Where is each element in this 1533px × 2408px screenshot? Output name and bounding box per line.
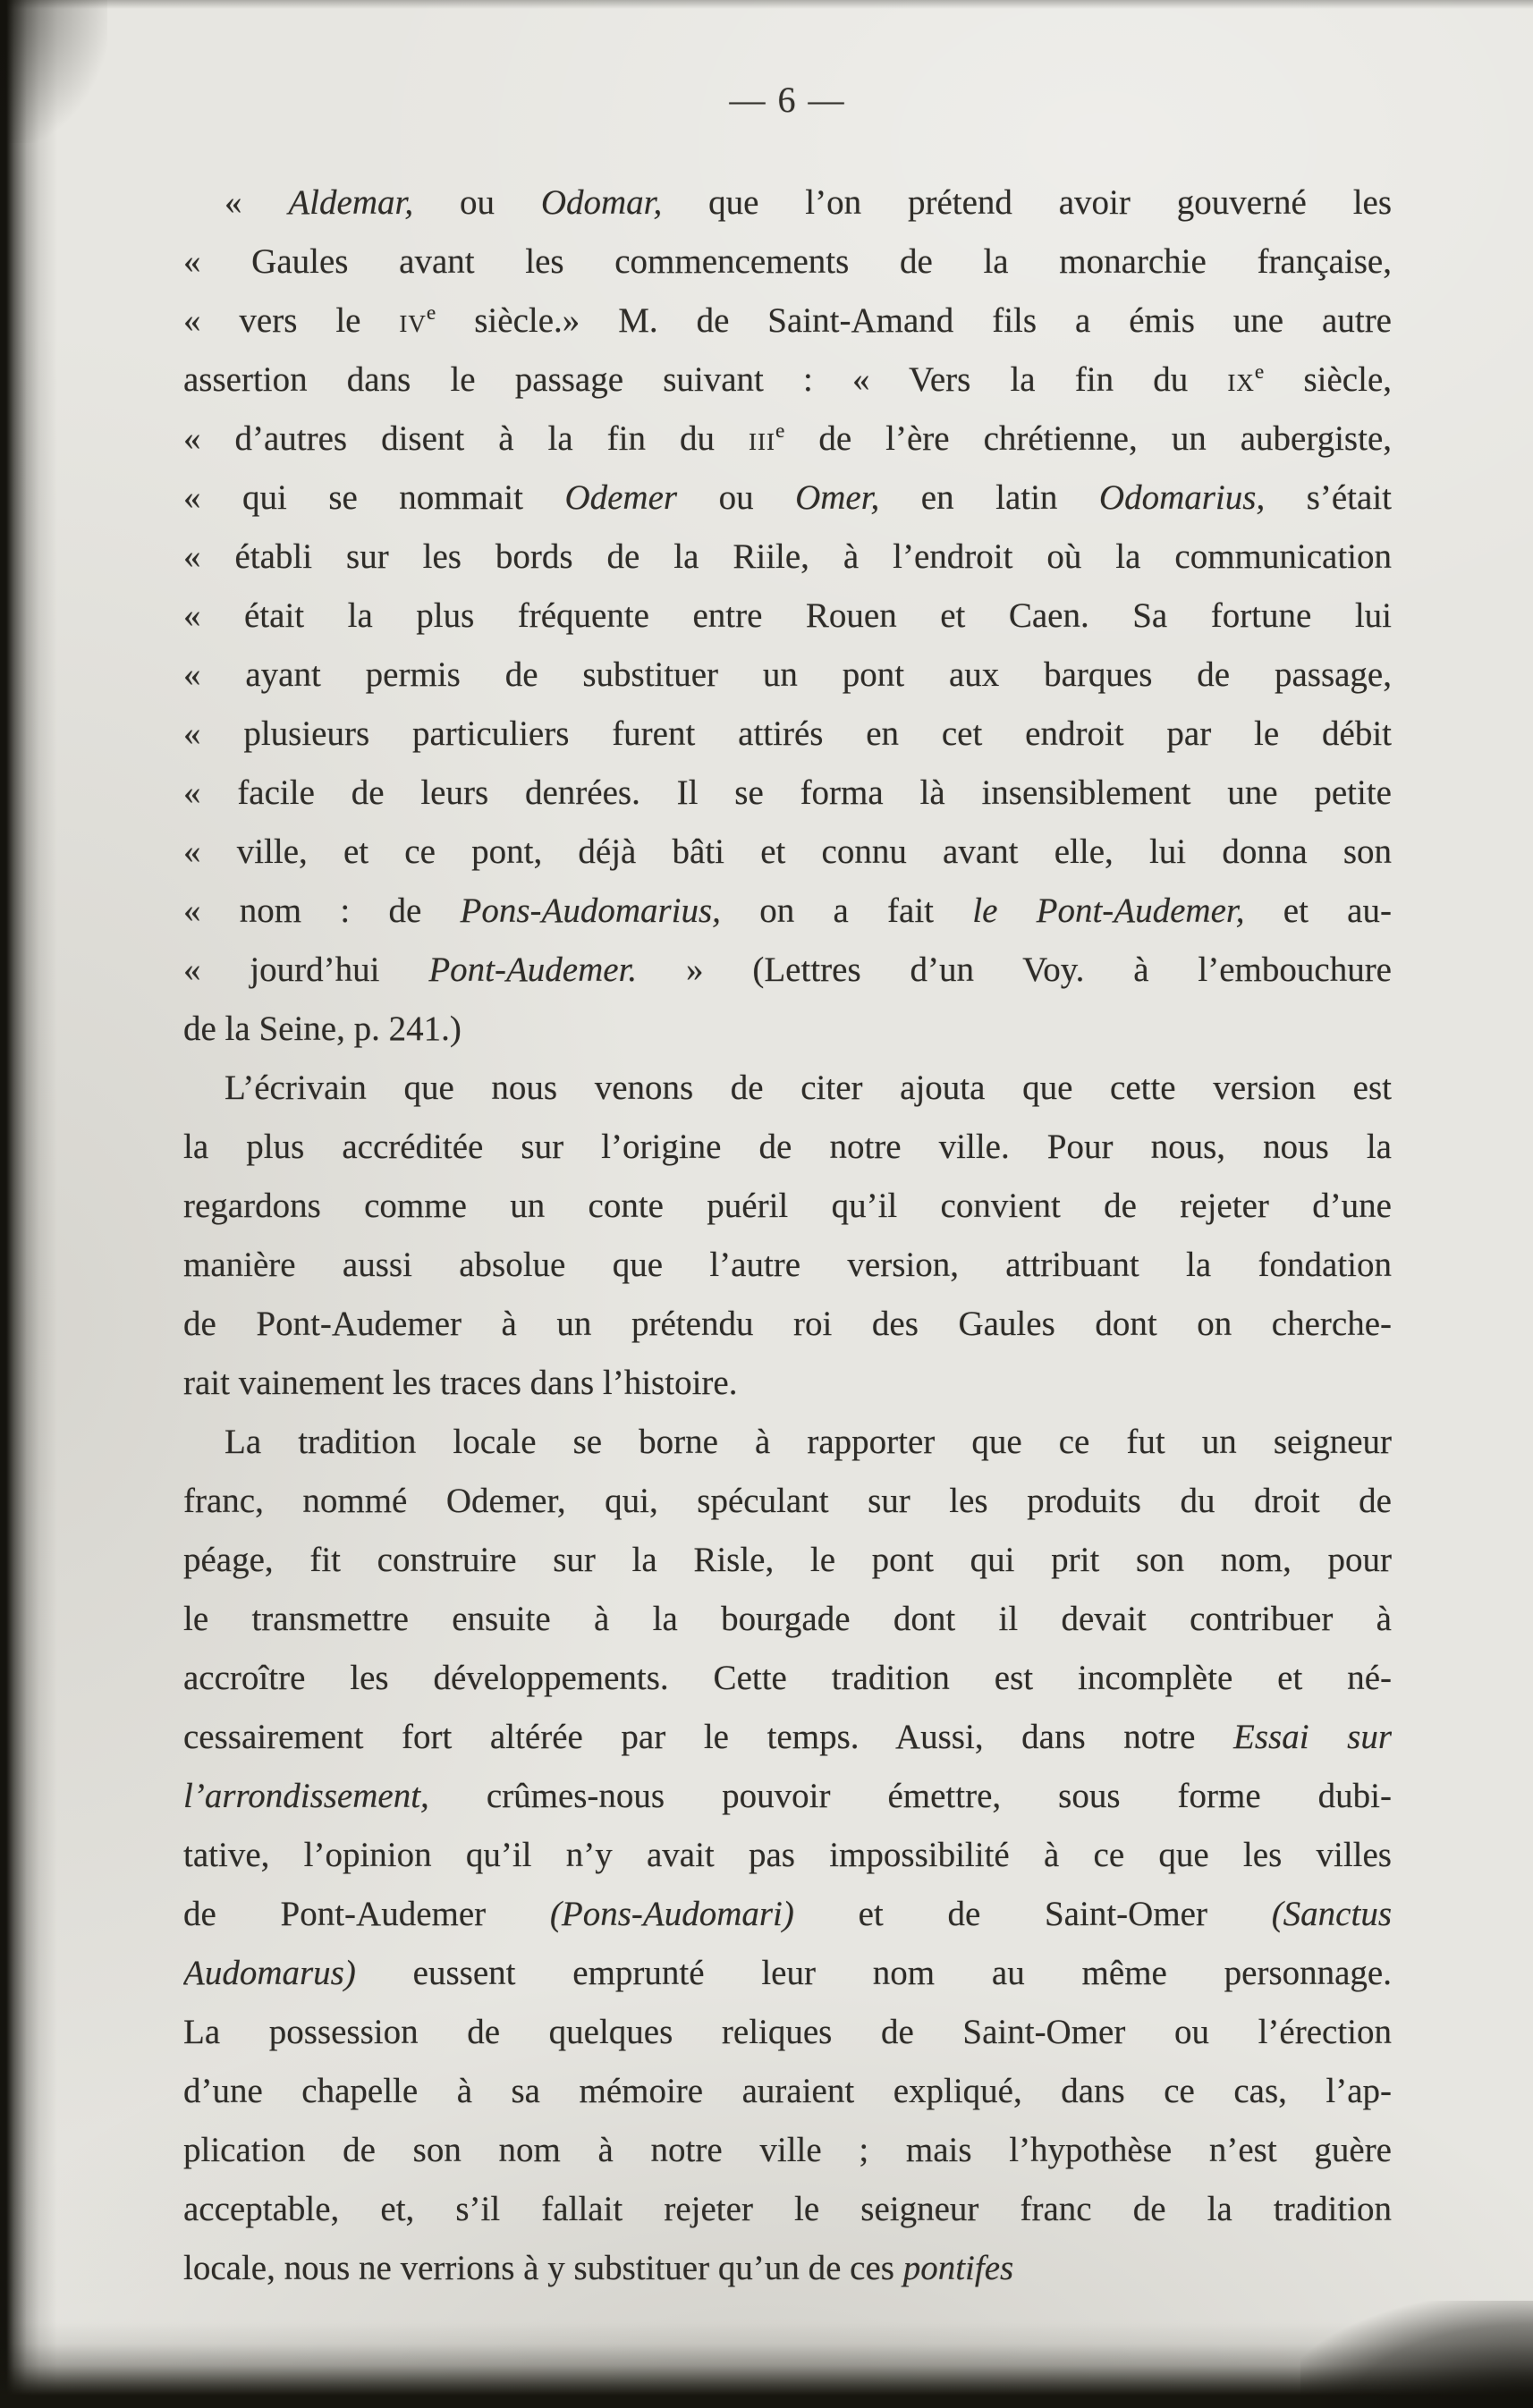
body-text (183, 173, 1392, 2298)
text-segment: e (775, 419, 785, 443)
scan-edge-top (0, 0, 1533, 9)
text-line (183, 410, 1392, 469)
text-line (183, 1354, 1392, 1413)
text-line (183, 291, 1392, 351)
italic-text: Pons-Audomarius, (460, 891, 721, 930)
text-line (183, 1767, 1392, 1826)
text-line (183, 2239, 1392, 2298)
text-line (183, 469, 1392, 528)
text-line (183, 646, 1392, 705)
text-segment: le transmettre ensuite à la bourgade dont il devait contribuer à (183, 1600, 1392, 1638)
text-line (183, 587, 1392, 646)
text-segment: « jourd’hui (183, 951, 429, 989)
text-segment: iv (399, 301, 427, 340)
text-segment: péage, fit construire sur la Risle, le pont qui prit son nom, pour (183, 1541, 1392, 1579)
text-line (183, 232, 1392, 291)
text-line (183, 1472, 1392, 1531)
text-segment: la plus accréditée sur l’origine de notre ville. Pour nous, nous la (183, 1128, 1392, 1166)
text-segment: assertion dans le passage suivant : « Vers la fin du (183, 360, 1228, 399)
text-line (183, 2003, 1392, 2062)
text-segment: locale, nous ne verrions à y substituer qu’un de ces (183, 2249, 903, 2287)
text-segment: La possession de quelques reliques de Saint-Omer ou l’érection (183, 2013, 1392, 2051)
text-segment: e (426, 301, 436, 325)
text-line (183, 2180, 1392, 2239)
text-line (183, 882, 1392, 941)
text-segment: « ayant permis de substituer un pont aux barques de passage, (183, 655, 1392, 694)
text-line (183, 1826, 1392, 1885)
text-segment: « plusieurs particuliers furent attirés en cet endroit par le débit (183, 714, 1392, 753)
scan-corner-bottom-right (1300, 2301, 1533, 2408)
italic-text: Odemer (564, 478, 678, 517)
text-segment: « nom : de (183, 891, 461, 930)
text-line (183, 1413, 1392, 1472)
italic-text: l’arrondissement, (183, 1777, 429, 1815)
italic-text: le Pont-Audemer, (972, 891, 1245, 930)
text-line (183, 1708, 1392, 1767)
scan-corner-top-left (0, 0, 107, 143)
text-line (183, 1295, 1392, 1354)
text-segment: » (Lettres d’un Voy. à l’embouchure (637, 951, 1392, 989)
text-segment: « vers le (183, 301, 400, 340)
text-line (183, 705, 1392, 764)
text-line (183, 1649, 1392, 1708)
text-segment: accroître les développements. Cette tradition est incomplète et né- (183, 1659, 1392, 1697)
text-line (183, 1000, 1392, 1059)
text-segment: L’écrivain que nous venons de citer ajouta que cette version est (224, 1069, 1392, 1107)
text-segment: de la Seine, p. 241.) (183, 1010, 462, 1048)
text-segment: eussent emprunté leur nom au même personnage. (355, 1954, 1392, 1992)
text-segment: franc, nommé Odemer, qui, spéculant sur les produits du droit de (183, 1482, 1392, 1520)
text-segment: et au- (1244, 891, 1392, 930)
text-segment: crûmes-nous pouvoir émettre, sous forme dubi- (428, 1777, 1392, 1815)
text-line (183, 1059, 1392, 1118)
text-line (183, 764, 1392, 823)
text-line (183, 173, 1392, 232)
text-line (183, 1531, 1392, 1590)
text-segment: regardons comme un conte puéril qu’il convient de rejeter d’une (183, 1187, 1392, 1225)
italic-text: Aldemar, (288, 183, 414, 222)
text-segment: « qui se nommait (183, 478, 565, 517)
text-segment: on a fait (720, 891, 973, 930)
text-segment: siècle, (1264, 360, 1392, 399)
text-segment: tative, l’opinion qu’il n’y avait pas impossibilité à ce que les villes (183, 1836, 1392, 1874)
text-segment: « ville, et ce pont, déjà bâti et connu avant elle, lui donna son (183, 832, 1392, 871)
text-line (183, 2062, 1392, 2121)
text-segment: ou (677, 478, 796, 517)
text-line (183, 823, 1392, 882)
text-segment: siècle.» M. de Saint-Amand fils a émis une autre (436, 301, 1392, 340)
text-line (183, 351, 1392, 410)
page-number: — 6 — (729, 80, 846, 120)
text-segment: ou (413, 183, 541, 222)
text-segment: de l’ère chrétienne, un aubergiste, (784, 419, 1392, 458)
italic-text: Odomar, (540, 183, 663, 222)
text-line (183, 528, 1392, 587)
text-segment: « était la plus fréquente entre Rouen et Caen. Sa fortune lui (183, 596, 1392, 635)
text-segment: « (224, 183, 289, 222)
scan-edge-left (0, 0, 57, 2408)
text-segment: ix (1227, 360, 1255, 399)
text-segment: « Gaules avant les commencements de la monarchie française, (183, 242, 1392, 281)
text-segment: La tradition locale se borne à rapporter que ce fut un seigneur (224, 1423, 1392, 1461)
text-segment: acceptable, et, s’il fallait rejeter le seigneur franc de la tradition (183, 2190, 1392, 2228)
text-segment: « d’autres disent à la fin du (183, 419, 749, 458)
text-segment: de Pont-Audemer (183, 1895, 550, 1933)
text-segment: que l’on prétend avoir gouverné les (662, 183, 1392, 222)
text-segment: iii (748, 419, 775, 458)
italic-text: Pont-Audemer. (428, 951, 638, 989)
text-segment: et de Saint-Omer (793, 1895, 1272, 1933)
text-segment: rait vainement les traces dans l’histoire. (183, 1364, 738, 1402)
text-segment: e (1254, 360, 1265, 384)
text-line (183, 2121, 1392, 2180)
text-segment: manière aussi absolue que l’autre version, attribuant la fondation (183, 1246, 1392, 1284)
text-line (183, 1236, 1392, 1295)
italic-text: (Sanctus (1271, 1895, 1392, 1933)
text-line (183, 1590, 1392, 1649)
text-segment: d’une chapelle à sa mémoire auraient expliqué, dans ce cas, l’ap- (183, 2072, 1392, 2110)
text-line (183, 941, 1392, 1000)
text-segment: « facile de leurs denrées. Il se forma là insensiblement une petite (183, 773, 1392, 812)
italic-text: Essai sur (1233, 1718, 1392, 1756)
text-line (183, 1885, 1392, 1944)
text-line (183, 1177, 1392, 1236)
text-line (183, 1118, 1392, 1177)
text-segment: en latin (879, 478, 1099, 517)
text-line (183, 1944, 1392, 2003)
text-segment: cessairement fort altérée par le temps. Aussi, dans notre (183, 1718, 1234, 1756)
text-segment: « établi sur les bords de la Riile, à l’endroit où la communication (183, 537, 1392, 576)
text-segment: de Pont-Audemer à un prétendu roi des Gaules dont on cherche- (183, 1305, 1392, 1343)
text-segment: s’était (1265, 478, 1392, 517)
text-segment: plication de son nom à notre ville ; mais l’hypothèse n’est guère (183, 2131, 1392, 2169)
italic-text: Omer, (795, 478, 880, 517)
italic-text: Audomarus) (183, 1954, 356, 1992)
italic-text: (Pons-Audomari) (549, 1895, 794, 1933)
italic-text: pontifes (902, 2249, 1014, 2287)
italic-text: Odomarius, (1098, 478, 1266, 517)
